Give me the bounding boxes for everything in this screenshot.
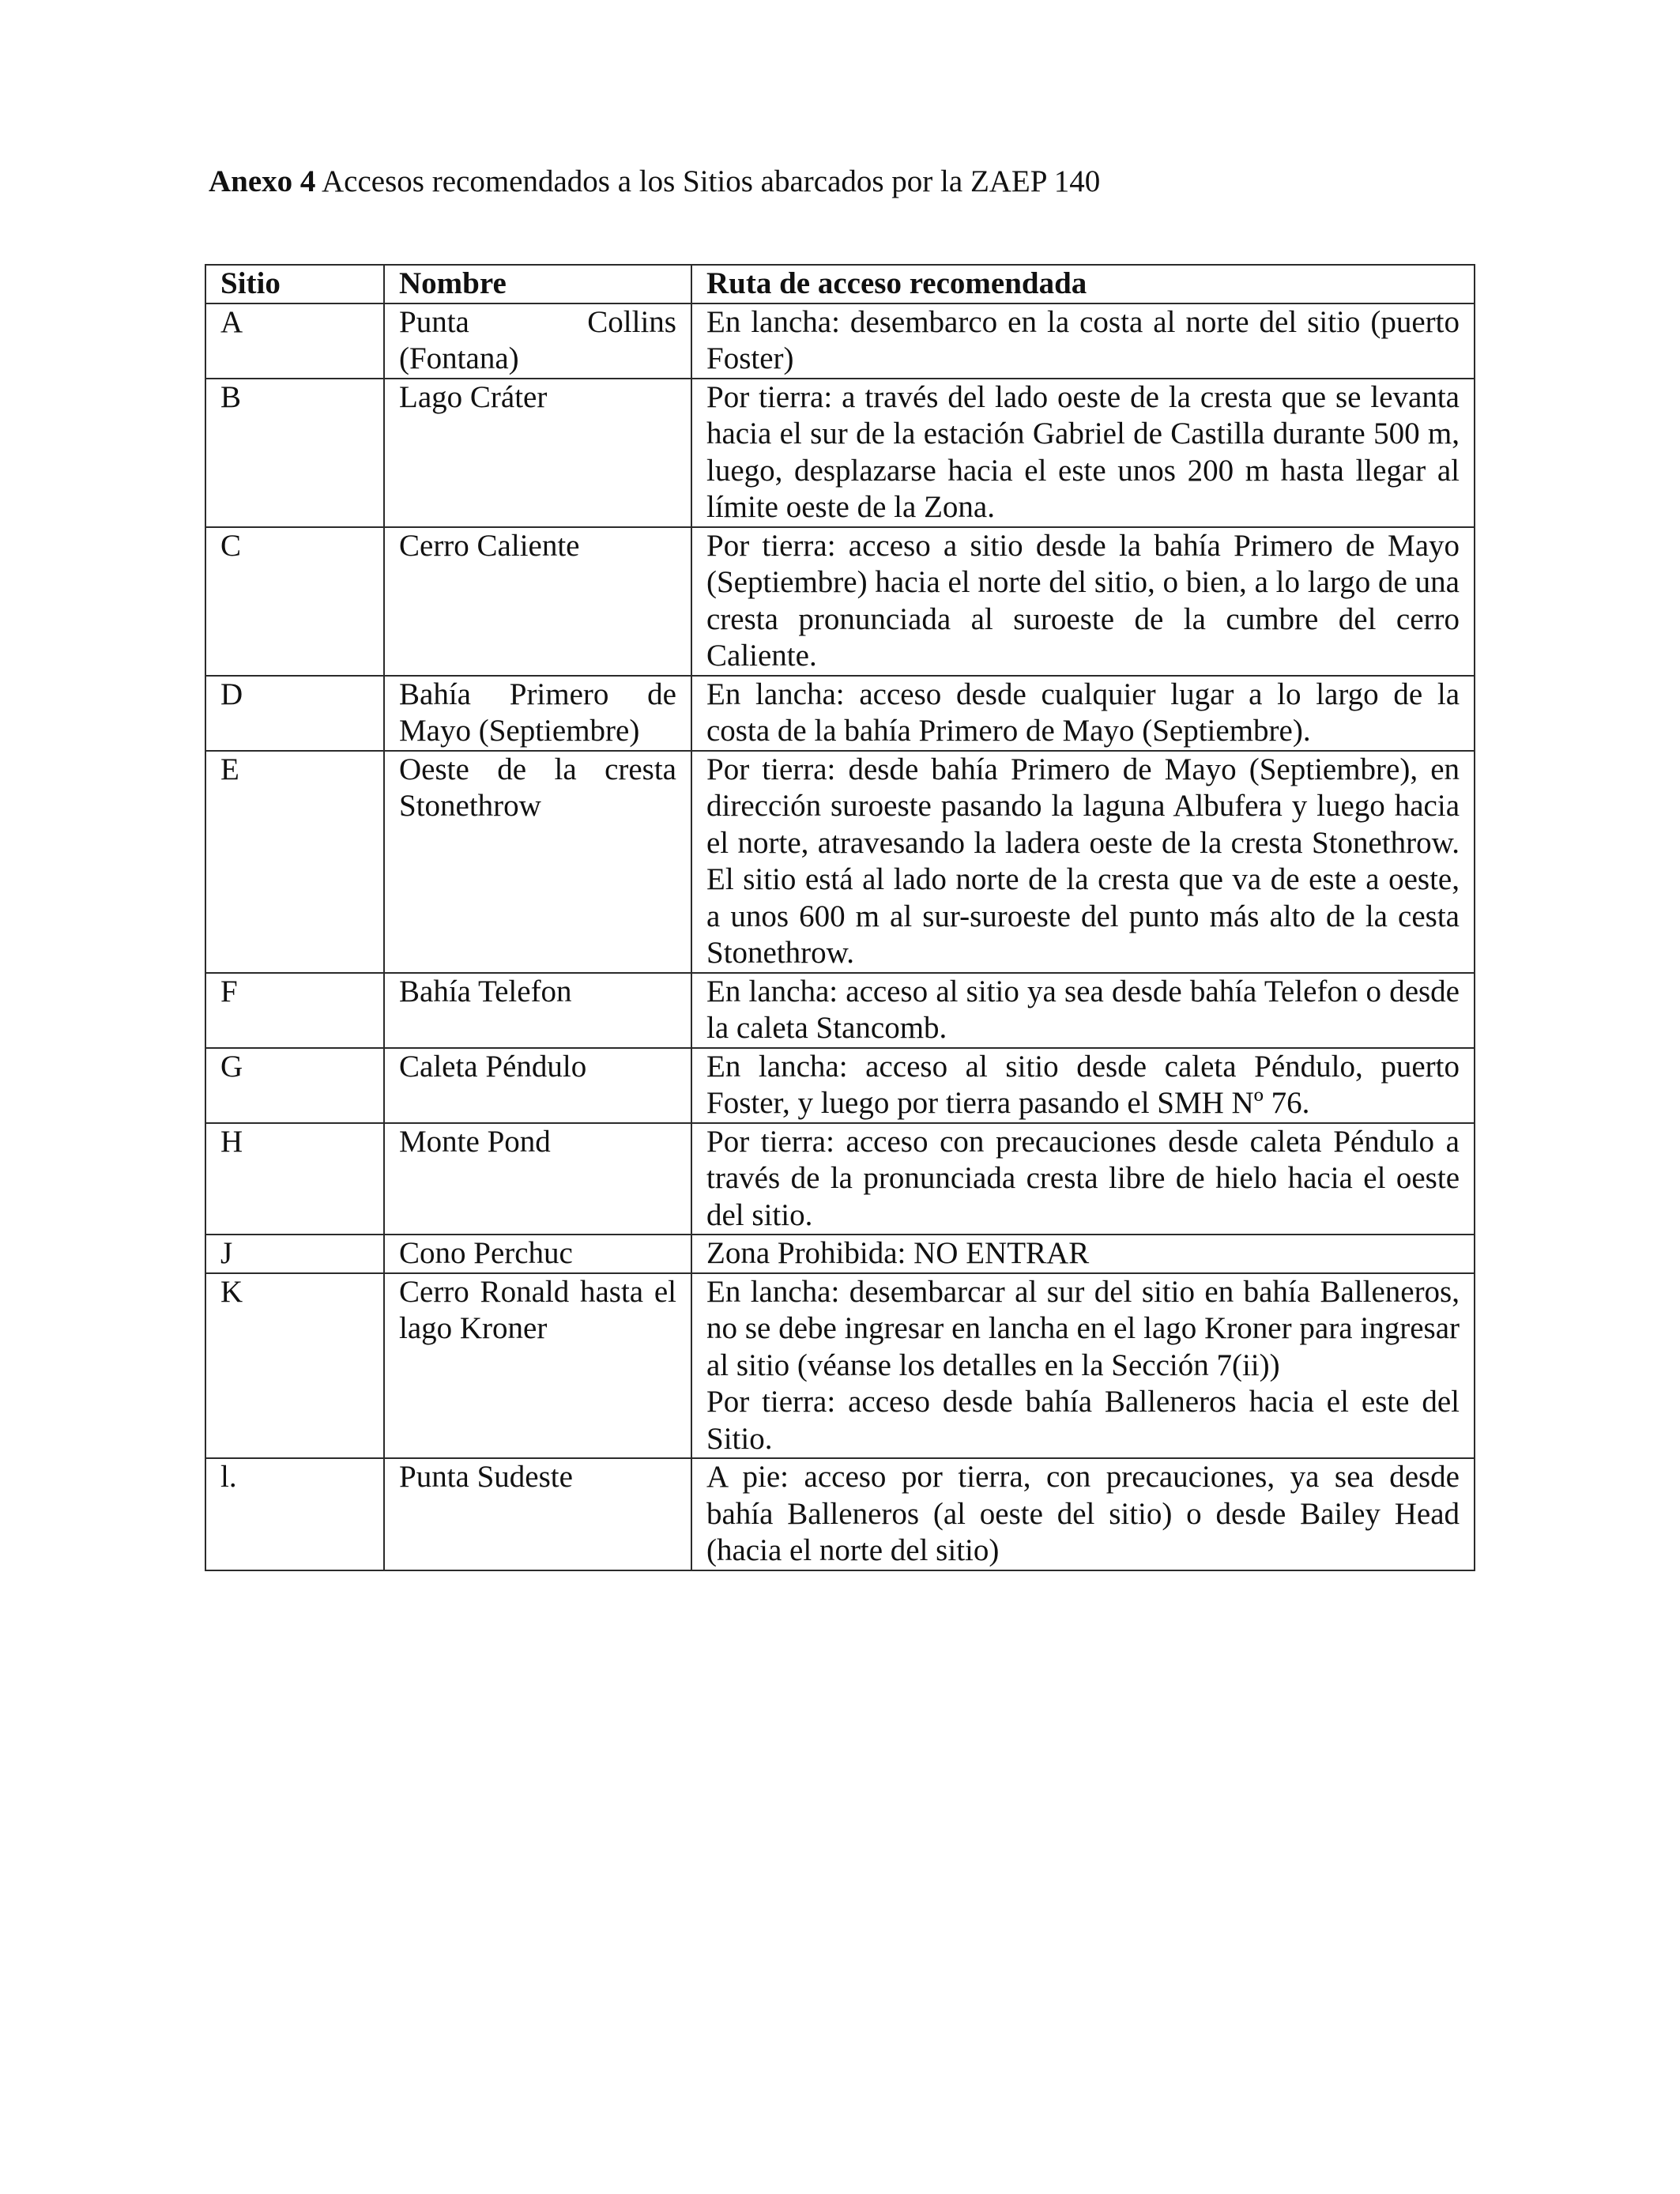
cell-ruta: A pie: acceso por tierra, con precauciones, ya sea desde bahía Balleneros (al oeste del sitio) o desde Bailey Head (hacia el norte del sitio)	[691, 1458, 1475, 1570]
table-row	[205, 1235, 1475, 1273]
cell-nombre: Cerro Ronald hasta el lago Kroner	[384, 1273, 691, 1459]
cell-ruta-part-2: Por tierra: acceso desde bahía Balleneros hacia el este del Sitio.	[706, 1385, 1460, 1456]
cell-ruta: Por tierra: desde bahía Primero de Mayo (Septiembre), en dirección suroeste pasando la laguna Albufera y luego hacia el norte, atravesando la ladera oeste de la cresta Stonethrow. El sitio está al lado norte de la cresta que va de este a oeste, a unos 600 m al sur-suroeste del punto más alto de la cesta Stonethrow.	[691, 751, 1475, 973]
cell-ruta-part-1: En lancha: desembarcar al sur del sitio en bahía Balleneros, no se debe ingresar en lancha en el lago Kroner para ingresar al sitio (véanse los detalles en la Sección 7(ii))	[706, 1274, 1460, 1382]
cell-nombre: Cerro Caliente	[384, 527, 691, 676]
cell-ruta: Por tierra: a través del lado oeste de la cresta que se levanta hacia el sur de la estación Gabriel de Castilla durante 500 m, luego, desplazarse hacia el este unos 200 m hasta llegar al límite oeste de la Zona.	[691, 379, 1475, 527]
cell-nombre: Bahía Telefon	[384, 973, 691, 1048]
table-row	[205, 751, 1475, 973]
cell-nombre: Cono Perchuc	[384, 1235, 691, 1273]
cell-sitio: J	[205, 1235, 384, 1273]
cell-ruta: Zona Prohibida: NO ENTRAR	[691, 1235, 1475, 1273]
annex-title	[209, 162, 1100, 202]
cell-nombre: Punta Collins (Fontana)	[384, 303, 691, 379]
cell-sitio: E	[205, 751, 384, 973]
cell-sitio: H	[205, 1123, 384, 1235]
annex-title-label: Anexo 4	[209, 164, 316, 198]
annex-title-text: Accesos recomendados a los Sitios abarcados por la ZAEP 140	[315, 164, 1101, 198]
header-nombre: Nombre	[384, 265, 691, 303]
table-row	[205, 676, 1475, 751]
table-row	[205, 1458, 1475, 1570]
cell-nombre: Punta Sudeste	[384, 1458, 691, 1570]
cell-sitio: l.	[205, 1458, 384, 1570]
cell-ruta	[691, 1273, 1475, 1459]
table-row	[205, 1273, 1475, 1459]
table-row	[205, 303, 1475, 379]
cell-ruta: En lancha: acceso al sitio desde caleta Péndulo, puerto Foster, y luego por tierra pasando el SMH Nº 76.	[691, 1048, 1475, 1123]
cell-nombre: Lago Cráter	[384, 379, 691, 527]
cell-nombre: Caleta Péndulo	[384, 1048, 691, 1123]
table-row	[205, 527, 1475, 676]
cell-ruta: En lancha: acceso desde cualquier lugar a lo largo de la costa de la bahía Primero de Mayo (Septiembre).	[691, 676, 1475, 751]
cell-sitio: F	[205, 973, 384, 1048]
cell-sitio: C	[205, 527, 384, 676]
table-row	[205, 379, 1475, 527]
access-routes-table	[205, 264, 1475, 1571]
cell-nombre: Oeste de la cresta Stonethrow	[384, 751, 691, 973]
cell-nombre: Bahía Primero de Mayo (Septiembre)	[384, 676, 691, 751]
table-row	[205, 1048, 1475, 1123]
cell-sitio: G	[205, 1048, 384, 1123]
table-header-row	[205, 265, 1475, 303]
table-row	[205, 973, 1475, 1048]
cell-sitio: K	[205, 1273, 384, 1459]
cell-sitio: D	[205, 676, 384, 751]
cell-ruta: En lancha: acceso al sitio ya sea desde bahía Telefon o desde la caleta Stancomb.	[691, 973, 1475, 1048]
cell-ruta: En lancha: desembarco en la costa al norte del sitio (puerto Foster)	[691, 303, 1475, 379]
table-row	[205, 1123, 1475, 1235]
header-ruta: Ruta de acceso recomendada	[691, 265, 1475, 303]
cell-ruta: Por tierra: acceso a sitio desde la bahía Primero de Mayo (Septiembre) hacia el norte del sitio, o bien, a lo largo de una cresta pronunciada al suroeste de la cumbre del cerro Caliente.	[691, 527, 1475, 676]
header-sitio: Sitio	[205, 265, 384, 303]
cell-sitio: A	[205, 303, 384, 379]
cell-ruta: Por tierra: acceso con precauciones desde caleta Péndulo a través de la pronunciada cresta libre de hielo hacia el oeste del sitio.	[691, 1123, 1475, 1235]
cell-sitio: B	[205, 379, 384, 527]
cell-nombre: Monte Pond	[384, 1123, 691, 1235]
